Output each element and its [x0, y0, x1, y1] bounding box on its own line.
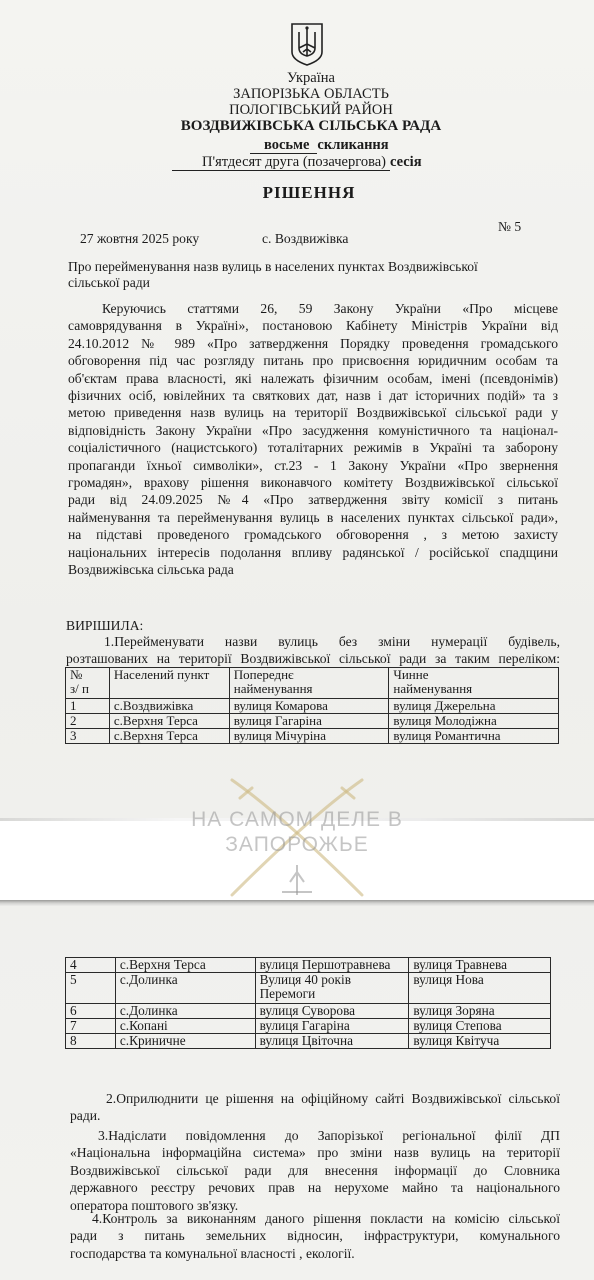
preamble-line: обговорення під час розгляду питань про присвоєння юридичним особам та — [68, 353, 558, 369]
item-2 — [70, 1090, 560, 1125]
cell-current-name: вулиця Степова — [409, 1019, 551, 1034]
table-row — [66, 714, 559, 729]
preamble-line: Керуючись статтями 26, 59 Закону України «Про місцеве — [102, 301, 558, 316]
cell-current-name: вулиця Нова — [409, 973, 551, 1004]
subject-line-2: сільської ради — [68, 275, 150, 290]
item-3 — [70, 1127, 560, 1214]
preamble-line: самоврядування в Україні», постановою Кабінету Міністрів України від — [68, 318, 558, 334]
watermark-line-1: НА САМОМ ДЕЛЕ В — [191, 808, 403, 831]
item-4-line: господарства та комунальної власності , екології. — [70, 1245, 355, 1261]
streets-table-part-2 — [65, 957, 551, 1049]
preamble-line: на підставі проведеного громадського обговорення , з метою захисту — [68, 527, 558, 543]
item-3-line: державного реєстру речових прав на нерухоме майно та національного — [70, 1180, 560, 1196]
preamble-line: соціалістичного (нацистського) тоталітарних режимів в Україні та заборону — [68, 440, 558, 456]
subject-line-1: Про перейменування назв вулиць в населених пунктах Воздвижівської — [68, 259, 478, 274]
table-row — [66, 1004, 551, 1019]
document-title: РІШЕННЯ — [262, 183, 356, 202]
cell-current-name: вулиця Романтична — [389, 729, 559, 744]
header-council: ВОЗДВИЖІВСЬКА СІЛЬСЬКА РАДА — [180, 118, 442, 134]
cell-current-name: вулиця Джерельна — [389, 699, 559, 714]
cell-settlement: с.Воздвижівка — [109, 699, 229, 714]
item-2-line: ради. — [70, 1108, 101, 1124]
item-4 — [70, 1210, 560, 1262]
header-cell-current-name: Чинне найменування — [389, 668, 559, 699]
cell-settlement: с.Криничне — [115, 1034, 255, 1049]
preamble-line: метою приведення назв вулиць на території Воздвижівської сільської ради у — [68, 405, 558, 421]
convocation-number: восьме — [250, 137, 317, 154]
cell-previous-name: вулиця Гагаріна — [255, 1019, 409, 1034]
preamble-line: громадян», врахову рішення виконавчого комітету Воздвижівської сільської — [68, 475, 558, 491]
table-row — [66, 729, 559, 744]
cell-number: 7 — [66, 1019, 116, 1034]
item-3-line: 3.Надіслати повідомлення до Запорізької регіональної філії ДП — [98, 1128, 560, 1143]
preamble-line: національних інтересів подолання впливу радянської / російської спадщини — [68, 544, 558, 560]
cell-previous-name: Вулиця 40 років Перемоги — [255, 973, 409, 1004]
cell-current-name: вулиця Квітуча — [409, 1034, 551, 1049]
preamble-line: Воздвижівська сільська рада — [68, 562, 234, 578]
header-convocation — [250, 137, 389, 154]
cell-number: 5 — [66, 973, 116, 1004]
cell-settlement: с.Копані — [115, 1019, 255, 1034]
preamble-line: відповідність Закону України «Про засудження комуністичного та націонал- — [68, 422, 558, 438]
cell-settlement: с.Долинка — [115, 973, 255, 1004]
decision-place: с. Воздвижівка — [262, 231, 349, 246]
cell-current-name: вулиця Молодіжна — [389, 714, 559, 729]
cell-previous-name: вулиця Гагаріна — [229, 714, 389, 729]
table-header-row — [66, 668, 559, 699]
table-row — [66, 1019, 551, 1034]
table-row — [66, 1034, 551, 1049]
cell-previous-name: вулиця Цвіточна — [255, 1034, 409, 1049]
item-1 — [66, 633, 560, 668]
cell-current-name: вулиця Зоряна — [409, 1004, 551, 1019]
preamble-line: фізичних осіб, ювілейних та святкових дат, назв і дат історичних подій» та з — [68, 388, 558, 404]
cell-previous-name: вулиця Мічуріна — [229, 729, 389, 744]
cell-number: 1 — [66, 699, 110, 714]
cell-number: 8 — [66, 1034, 116, 1049]
session-number: П'ятдесят друга (позачергова) — [172, 154, 390, 171]
preamble-line: пропаганди їхньої символіки», ст.23 - 1 Закону України «Про звернення — [68, 457, 558, 473]
preamble-line: найменування та перейменування вулиць в населених пунктах сільської ради», — [68, 509, 558, 525]
item-1-line: розташованих на території Воздвижівської сільської ради за таким переліком: — [66, 651, 560, 667]
streets-table-part-1 — [65, 667, 559, 744]
cell-number: 3 — [66, 729, 110, 744]
header-cell-number: № з/ п — [66, 668, 110, 699]
item-1-line: 1.Перейменувати назви вулиць без зміни нумерації будівель, — [104, 634, 560, 649]
cell-current-name: вулиця Травнева — [409, 958, 551, 973]
table-row — [66, 958, 551, 973]
item-3-line: «Національна інформаційна система» про зміни назв вулиць на території — [70, 1145, 560, 1161]
item-3-line: оператора поштового зв'язку. — [70, 1197, 239, 1213]
header-country: Україна — [287, 70, 335, 86]
item-2-line: 2.Оприлюднити це рішення на офіційному сайті Воздвижівської сільської — [106, 1091, 560, 1106]
cell-settlement: с.Верхня Терса — [115, 958, 255, 973]
watermark-line-2: ЗАПОРОЖЬЕ — [225, 833, 369, 856]
cell-previous-name: вулиця Першотравнева — [255, 958, 409, 973]
decision-date: 27 жовтня 2025 року — [80, 231, 200, 246]
trident-emblem-icon — [290, 22, 324, 66]
cell-previous-name: вулиця Комарова — [229, 699, 389, 714]
table-row — [66, 699, 559, 714]
cell-previous-name: вулиця Суворова — [255, 1004, 409, 1019]
cell-number: 2 — [66, 714, 110, 729]
table-row — [66, 973, 551, 1004]
preamble-line: 24.10.2012 № 989 «Про затвердження Порядку проведення громадського — [68, 335, 558, 351]
cell-settlement: с.Верхня Терса — [109, 729, 229, 744]
header-cell-settlement: Населений пункт — [109, 668, 229, 699]
convocation-word: скликання — [317, 137, 389, 153]
cell-settlement: с.Долинка — [115, 1004, 255, 1019]
header-cell-previous-name: Попереднє найменування — [229, 668, 389, 699]
decision-number: № 5 — [498, 219, 522, 234]
header-district: ПОЛОГІВСЬКИЙ РАЙОН — [229, 102, 393, 118]
header-session — [172, 154, 422, 171]
cell-settlement: с.Верхня Терса — [109, 714, 229, 729]
preamble-line: ради від 24.09.2025 №4 «Про затвердження звіту комісії з питань — [68, 492, 558, 508]
item-3-line: Воздвижівської сільської ради для внесення інформації до Словника — [70, 1162, 560, 1178]
item-4-line: 4.Контроль за виконанням даного рішення покласти на комісію сільської — [92, 1211, 560, 1226]
header-region: ЗАПОРІЗЬКА ОБЛАСТЬ — [233, 86, 389, 102]
session-word: сесія — [390, 154, 422, 170]
preamble — [68, 300, 558, 579]
cell-number: 4 — [66, 958, 116, 973]
item-4-line: ради з питань земельних відносин, інфраструктури, комунального — [70, 1228, 560, 1244]
decided-heading: ВИРІШИЛА: — [66, 618, 144, 633]
cell-number: 6 — [66, 1004, 116, 1019]
preamble-line: об'єктам права власності, які належать фізичним особам, імені (псевдонімів) — [68, 370, 558, 386]
